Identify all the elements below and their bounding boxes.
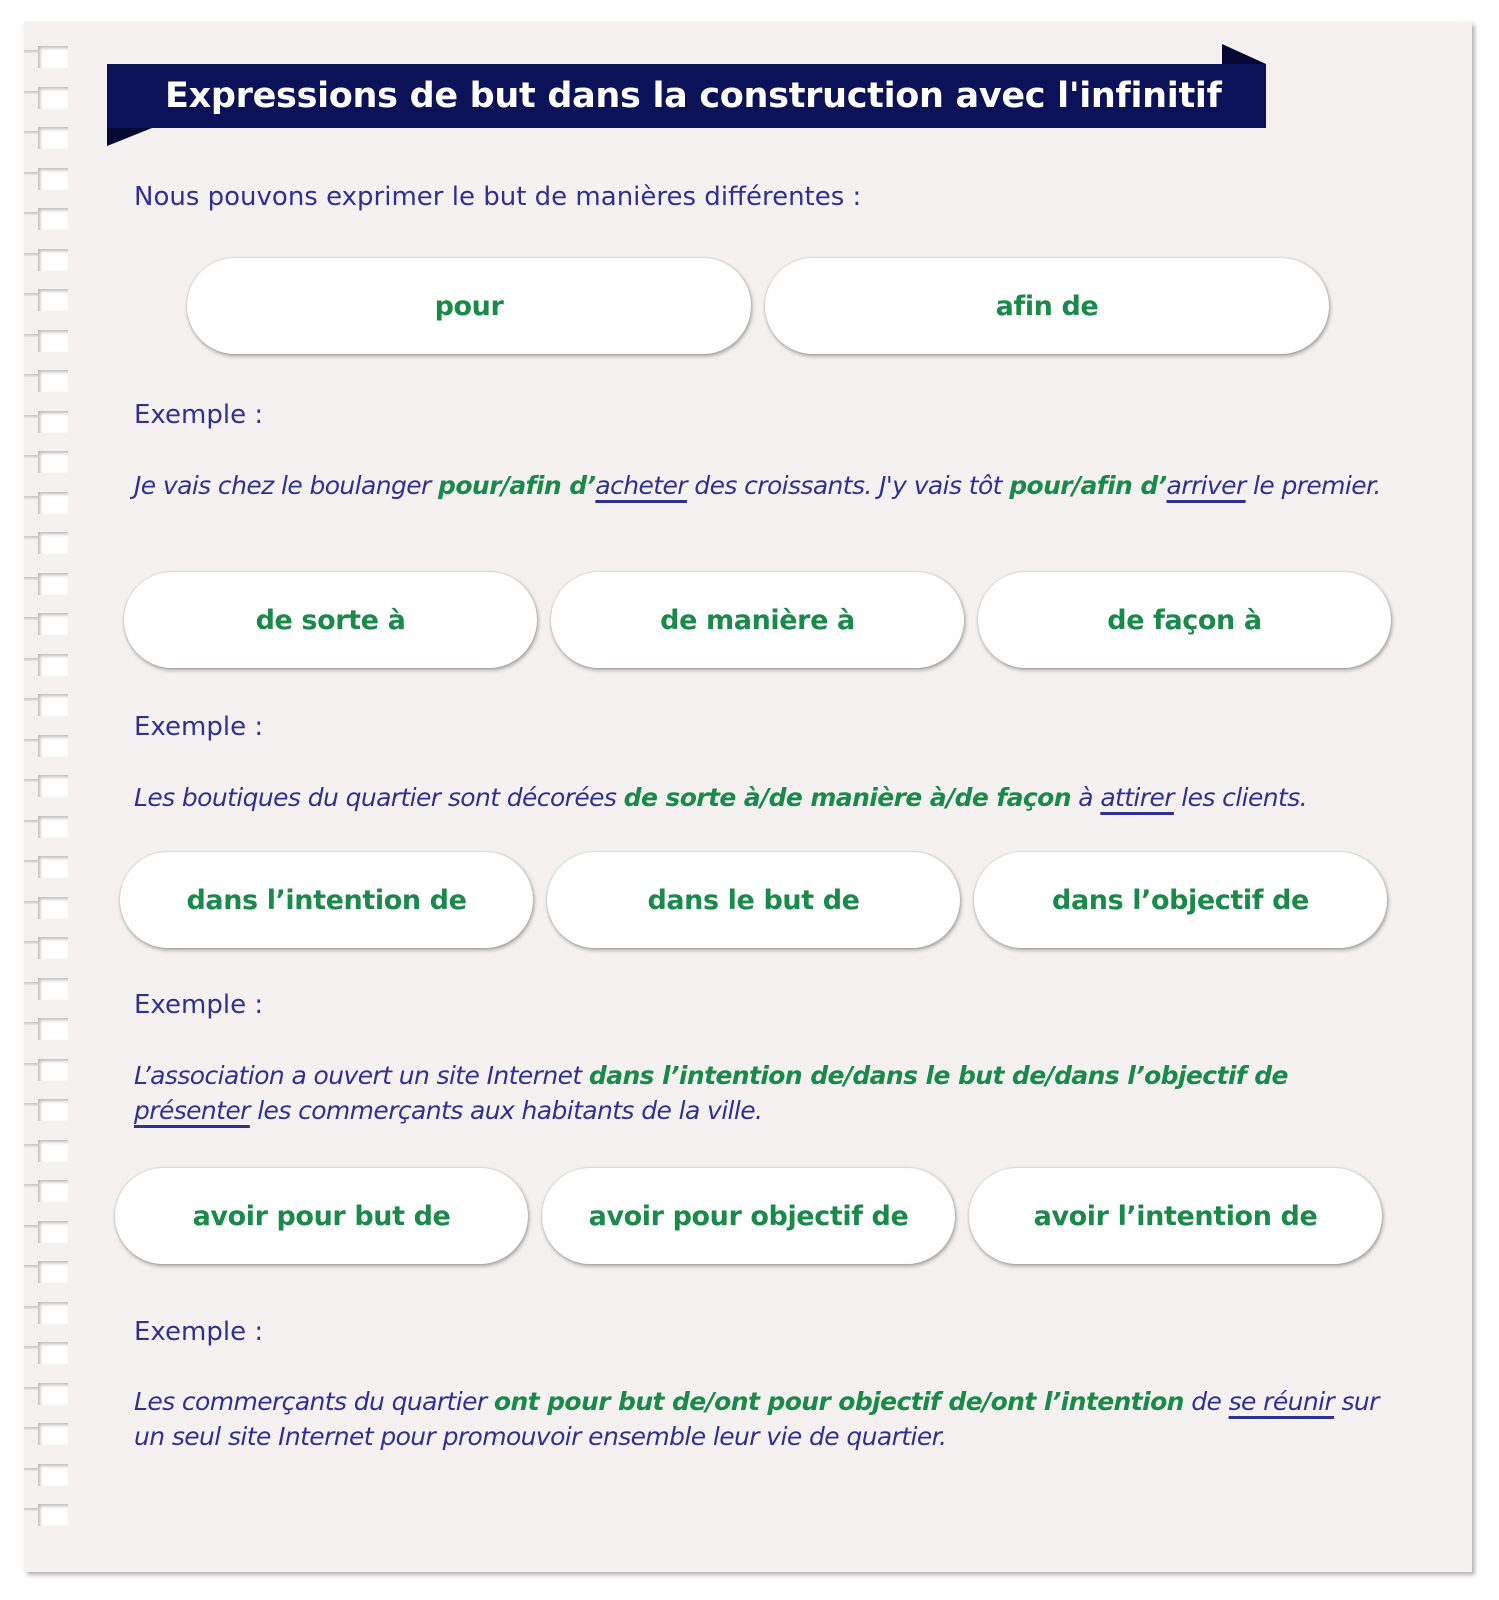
example-sentence-1 (134, 468, 1404, 503)
expression-pill-pour[interactable]: pour (187, 258, 751, 354)
binding-hole (38, 1504, 68, 1526)
binding-hole (38, 127, 68, 149)
binding-hole (38, 1221, 68, 1243)
binding-hole (38, 1059, 68, 1081)
binding-hole (38, 654, 68, 676)
binding-hole (38, 1180, 68, 1202)
expression-row-4 (115, 1168, 1382, 1264)
binding-hole (38, 1423, 68, 1445)
infinitive-verb: se réunir (1228, 1387, 1335, 1416)
binding-hole (38, 87, 68, 109)
binding-hole (38, 1261, 68, 1283)
example-label-1: Exemple : (134, 400, 264, 430)
expression-row-3 (120, 852, 1387, 948)
sentence-text: Les boutiques du quartier sont décorées (134, 783, 624, 812)
binding-hole (38, 1302, 68, 1324)
purpose-expression: pour/afin d’ (1009, 471, 1167, 500)
purpose-expression: pour/afin d’ (438, 471, 596, 500)
intro-text: Nous pouvons exprimer le but de manières différentes : (134, 182, 862, 212)
page-title: Expressions de but dans la construction avec l'infinitif (165, 76, 1222, 116)
binding-hole (38, 46, 68, 68)
binding-hole (38, 370, 68, 392)
expression-pill-dans-le-but-de[interactable]: dans le but de (547, 852, 960, 948)
binding-hole (38, 330, 68, 352)
binding-hole (38, 1383, 68, 1405)
expression-pill-afin-de[interactable]: afin de (765, 258, 1329, 354)
example-sentence-4 (134, 1384, 1404, 1454)
binding-hole (38, 937, 68, 959)
purpose-expression: dans l’intention de/dans le but de/dans l’objectif de (588, 1061, 1288, 1090)
sentence-text: de (1183, 1387, 1229, 1416)
infinitive-verb: arriver (1166, 471, 1246, 500)
expression-pill-de-maniere-a[interactable]: de manière à (551, 572, 964, 668)
expression-pill-avoir-l-intention-de[interactable]: avoir l’intention de (969, 1168, 1382, 1264)
sentence-text: le premier. (1245, 471, 1381, 500)
example-label-3: Exemple : (134, 990, 264, 1020)
binding-hole (38, 1342, 68, 1364)
expression-row-1 (187, 258, 1329, 354)
sentence-text: les clients. (1173, 783, 1308, 812)
expression-pill-avoir-pour-but-de[interactable]: avoir pour but de (115, 1168, 528, 1264)
banner-fold-right (1222, 44, 1266, 64)
sentence-text: L’association a ouvert un site Internet (134, 1061, 589, 1090)
binding-hole (38, 492, 68, 514)
notebook-page (24, 22, 1472, 1572)
binding-hole (38, 451, 68, 473)
banner-fold-left (107, 128, 152, 146)
binding-hole (38, 289, 68, 311)
binding-hole (38, 532, 68, 554)
expression-pill-dans-l-objectif-de[interactable]: dans l’objectif de (974, 852, 1387, 948)
infinitive-verb: attirer (1100, 783, 1174, 812)
example-label-4: Exemple : (134, 1317, 264, 1347)
binding-hole (38, 856, 68, 878)
binding-hole (38, 168, 68, 190)
binding-hole (38, 1140, 68, 1162)
binding-hole (38, 1099, 68, 1121)
binding-hole (38, 249, 68, 271)
binding-hole (38, 411, 68, 433)
example-sentence-2 (134, 780, 1404, 815)
purpose-expression: ont pour but de/ont pour objectif de/ont l’intention (493, 1387, 1184, 1416)
example-sentence-3 (134, 1058, 1404, 1128)
title-banner (107, 64, 1266, 128)
binding-hole (38, 978, 68, 1000)
sentence-text: à (1070, 783, 1101, 812)
expression-pill-dans-l-intention-de[interactable]: dans l’intention de (120, 852, 533, 948)
binding-hole (38, 1018, 68, 1040)
sentence-text: les commerçants aux habitants de la ville. (249, 1096, 763, 1125)
binding-hole (38, 1464, 68, 1486)
expression-pill-avoir-pour-objectif-de[interactable]: avoir pour objectif de (542, 1168, 955, 1264)
sentence-text: Les commerçants du quartier (134, 1387, 494, 1416)
infinitive-verb: acheter (595, 471, 687, 500)
expression-row-2 (124, 572, 1391, 668)
sentence-text: des croissants. J'y vais tôt (686, 471, 1010, 500)
expression-pill-de-facon-a[interactable]: de façon à (978, 572, 1391, 668)
infinitive-verb: présenter (134, 1096, 250, 1125)
purpose-expression: de sorte à/de manière à/de façon (623, 783, 1071, 812)
binding-hole (38, 775, 68, 797)
binding-hole (38, 816, 68, 838)
example-label-2: Exemple : (134, 712, 264, 742)
binding-hole (38, 694, 68, 716)
binding-hole (38, 735, 68, 757)
sentence-text: Je vais chez le boulanger (134, 471, 439, 500)
spiral-binding (24, 22, 84, 1572)
binding-hole (38, 613, 68, 635)
sentence-text: sur un seul site Internet pour promouvoir ensemble leur vie de quartier. (134, 1387, 1379, 1451)
binding-hole (38, 208, 68, 230)
binding-hole (38, 897, 68, 919)
expression-pill-de-sorte-a[interactable]: de sorte à (124, 572, 537, 668)
binding-hole (38, 573, 68, 595)
